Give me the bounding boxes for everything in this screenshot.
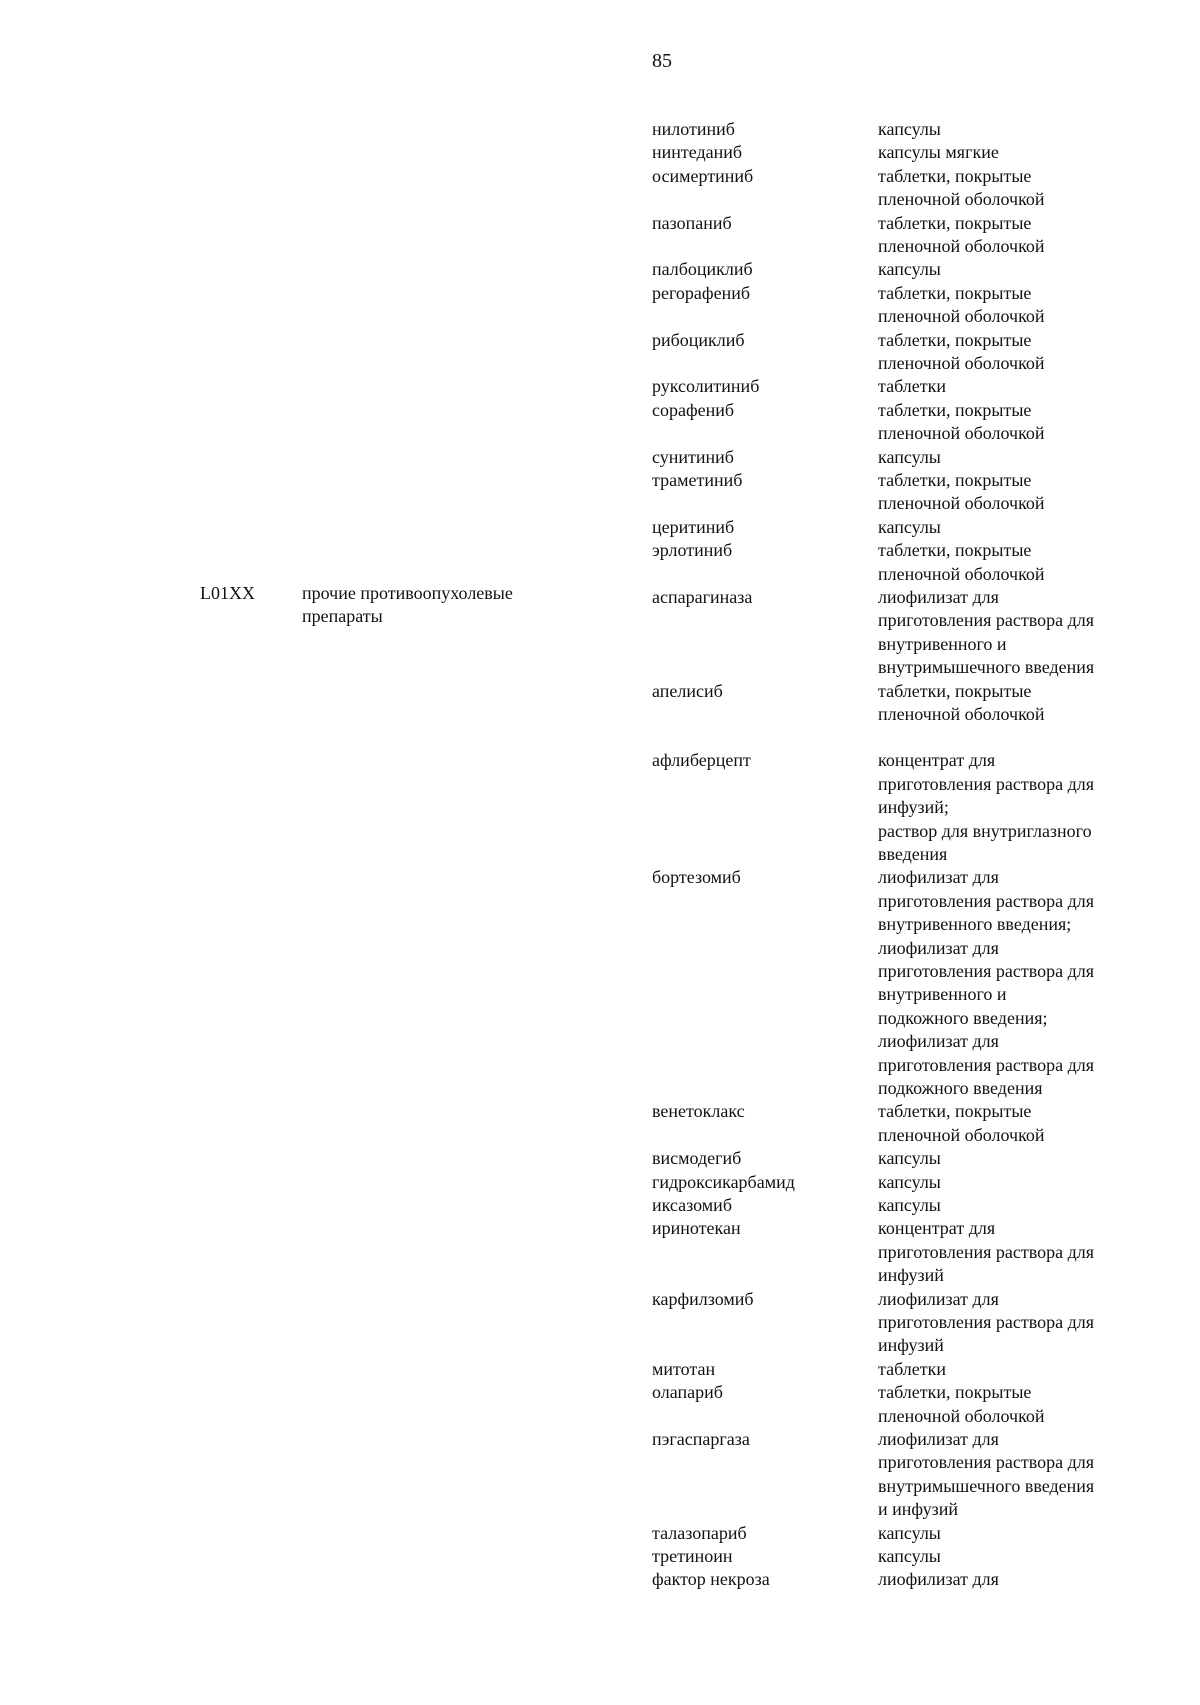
drug-name: карфилзомиб: [652, 1288, 754, 1309]
dosage-form: [878, 212, 1158, 259]
dosage-form-line: приготовления раствора для: [878, 610, 1094, 631]
dosage-form: [878, 680, 1158, 727]
drug-name: иксазомиб: [652, 1195, 732, 1215]
dosage-form: [878, 749, 1158, 866]
dosage-form-line: таблетки, покрытые: [878, 680, 1032, 701]
drug-name: венетоклакс: [652, 1101, 745, 1122]
dosage-form-line: инфузий: [878, 1335, 944, 1356]
dosage-form: [878, 399, 1158, 446]
dosage-form: [878, 1194, 1158, 1217]
dosage-form: [878, 375, 1158, 398]
drug-name: олапариб: [652, 1382, 723, 1403]
dosage-form-line: приготовления раствора для: [878, 1452, 1094, 1473]
dosage-form-line: капсулы: [878, 446, 941, 467]
drug-name: митотан: [652, 1358, 716, 1379]
dosage-form-line: раствор для внутриглазного: [878, 820, 1092, 841]
drug-name: эрлотиниб: [652, 540, 733, 561]
dosage-form-line: лиофилизат для: [878, 867, 999, 888]
drug-name: бортезомиб: [652, 867, 741, 888]
dosage-form: [878, 141, 1158, 164]
dosage-form-line: приготовления раствора для: [878, 1312, 1094, 1332]
drug-name: гидроксикарбамид: [652, 1171, 795, 1192]
dosage-form-line: капсулы: [878, 119, 941, 139]
dosage-form-line: таблетки, покрытые: [878, 399, 1032, 420]
dosage-form: [878, 586, 1158, 680]
drug-name: осимертиниб: [652, 165, 754, 186]
dosage-form-line: лиофилизат для: [878, 1569, 999, 1590]
dosage-form-line: приготовления раствора для: [878, 1241, 1094, 1262]
dosage-form: [878, 516, 1158, 539]
atc-group-name: прочие противоопухолевые препараты: [302, 583, 513, 627]
dosage-form-line: капсулы: [878, 516, 941, 537]
dosage-form: [878, 1381, 1158, 1428]
dosage-form-line: лиофилизат для: [878, 1031, 999, 1052]
dosage-form-line: приготовления раствора для: [878, 773, 1094, 794]
dosage-form-line: таблетки, покрытые: [878, 282, 1032, 303]
dosage-form: [878, 1147, 1158, 1170]
dosage-form-line: капсулы мягкие: [878, 142, 999, 163]
dosage-form-line: внутривенного и: [878, 633, 1007, 654]
drug-name: афлиберцепт: [652, 750, 751, 771]
dosage-form-line: приготовления раствора для: [878, 961, 1094, 982]
drug-name: пазопаниб: [652, 212, 732, 233]
dosage-form-line: внутривенного введения;: [878, 914, 1072, 935]
dosage-form-line: введения: [878, 844, 948, 865]
drug-name: фактор некроза: [652, 1569, 770, 1590]
dosage-form-line: внутривенного и: [878, 984, 1007, 1005]
dosage-form-line: пленочной оболочкой: [878, 189, 1045, 210]
dosage-form: [878, 1171, 1158, 1194]
dosage-form-line: пленочной оболочкой: [878, 493, 1045, 514]
dosage-form-line: таблетки, покрытые: [878, 540, 1032, 561]
atc-code: L01XX: [200, 583, 255, 603]
dosage-form: [878, 469, 1158, 516]
drug-name: сорафениб: [652, 399, 735, 420]
dosage-form: [878, 282, 1158, 329]
dosage-form-line: таблетки, покрытые: [878, 165, 1032, 186]
drug-name: нинтеданиб: [652, 142, 743, 163]
dosage-form-line: капсулы: [878, 1171, 941, 1192]
drug-name: пэгаспаргаза: [652, 1429, 750, 1449]
drug-name: апелисиб: [652, 680, 723, 701]
drug-name: висмодегиб: [652, 1148, 742, 1169]
dosage-form: [878, 866, 1158, 1100]
dosage-form-line: и инфузий: [878, 1499, 958, 1520]
dosage-form: [878, 165, 1158, 212]
dosage-form-line: пленочной оболочкой: [878, 236, 1045, 256]
drug-name: иринотекан: [652, 1218, 741, 1239]
dosage-form: [878, 258, 1158, 281]
dosage-form-line: капсулы: [878, 1522, 941, 1543]
dosage-form-line: внутримышечного введения: [878, 1475, 1095, 1496]
dosage-form-line: подкожного введения: [878, 1078, 1043, 1099]
dosage-form: [878, 1100, 1158, 1147]
dosage-form-line: капсулы: [878, 1546, 941, 1566]
dosage-form-line: таблетки, покрытые: [878, 1101, 1032, 1122]
dosage-form-line: пленочной оболочкой: [878, 1405, 1045, 1426]
dosage-form-line: пленочной оболочкой: [878, 353, 1045, 373]
dosage-form-line: подкожного введения;: [878, 1007, 1048, 1028]
dosage-form: [878, 329, 1158, 376]
dosage-form: [878, 1522, 1158, 1545]
dosage-form-line: внутримышечного введения: [878, 657, 1095, 678]
dosage-form: [878, 446, 1158, 469]
dosage-form-line: таблетки, покрытые: [878, 1382, 1032, 1403]
dosage-form-line: таблетки, покрытые: [878, 329, 1032, 350]
dosage-form-line: концентрат для: [878, 1218, 996, 1239]
dosage-form-line: лиофилизат для: [878, 1288, 999, 1309]
drug-name: рибоциклиб: [652, 329, 745, 350]
drug-name: сунитиниб: [652, 446, 734, 467]
drug-name: руксолитиниб: [652, 376, 760, 397]
dosage-form-line: приготовления раствора для: [878, 1054, 1094, 1075]
dosage-form: [878, 1217, 1158, 1287]
drug-name: регорафениб: [652, 282, 750, 303]
drug-name: церитиниб: [652, 516, 735, 537]
dosage-form-line: инфузий;: [878, 797, 949, 818]
dosage-form: [878, 539, 1158, 586]
dosage-form-line: пленочной оболочкой: [878, 1124, 1045, 1145]
dosage-form-line: капсулы: [878, 259, 941, 280]
dosage-form-line: капсулы: [878, 1195, 941, 1215]
dosage-form-line: инфузий: [878, 1265, 944, 1286]
dosage-form-line: пленочной оболочкой: [878, 423, 1045, 444]
dosage-form-line: таблетки, покрытые: [878, 212, 1032, 233]
dosage-form: [878, 1545, 1158, 1568]
dosage-form: [878, 1428, 1158, 1522]
dosage-form-line: лиофилизат для: [878, 1429, 999, 1449]
dosage-form-line: пленочной оболочкой: [878, 306, 1045, 327]
dosage-form-line: пленочной оболочкой: [878, 704, 1045, 724]
dosage-form: [878, 1568, 1158, 1591]
dosage-form: [878, 1358, 1158, 1381]
dosage-form-line: пленочной оболочкой: [878, 563, 1045, 584]
dosage-form-line: лиофилизат для: [878, 587, 999, 607]
dosage-form-line: таблетки: [878, 376, 947, 397]
dosage-form-line: приготовления раствора для: [878, 890, 1094, 911]
drug-name: палбоциклиб: [652, 259, 753, 280]
drug-name: траметиниб: [652, 470, 743, 490]
dosage-form-line: лиофилизат для: [878, 937, 999, 958]
drug-name: нилотиниб: [652, 119, 735, 139]
dosage-form: [878, 1288, 1158, 1358]
drug-name: талазопариб: [652, 1522, 747, 1543]
dosage-form-line: таблетки: [878, 1358, 947, 1379]
dosage-form: [878, 118, 1158, 141]
page-number: 85: [652, 50, 672, 72]
dosage-form-line: таблетки, покрытые: [878, 470, 1032, 490]
drug-name: аспарагиназа: [652, 587, 753, 607]
dosage-form-line: концентрат для: [878, 750, 996, 771]
dosage-form-line: капсулы: [878, 1148, 941, 1169]
drug-name: третиноин: [652, 1546, 733, 1566]
